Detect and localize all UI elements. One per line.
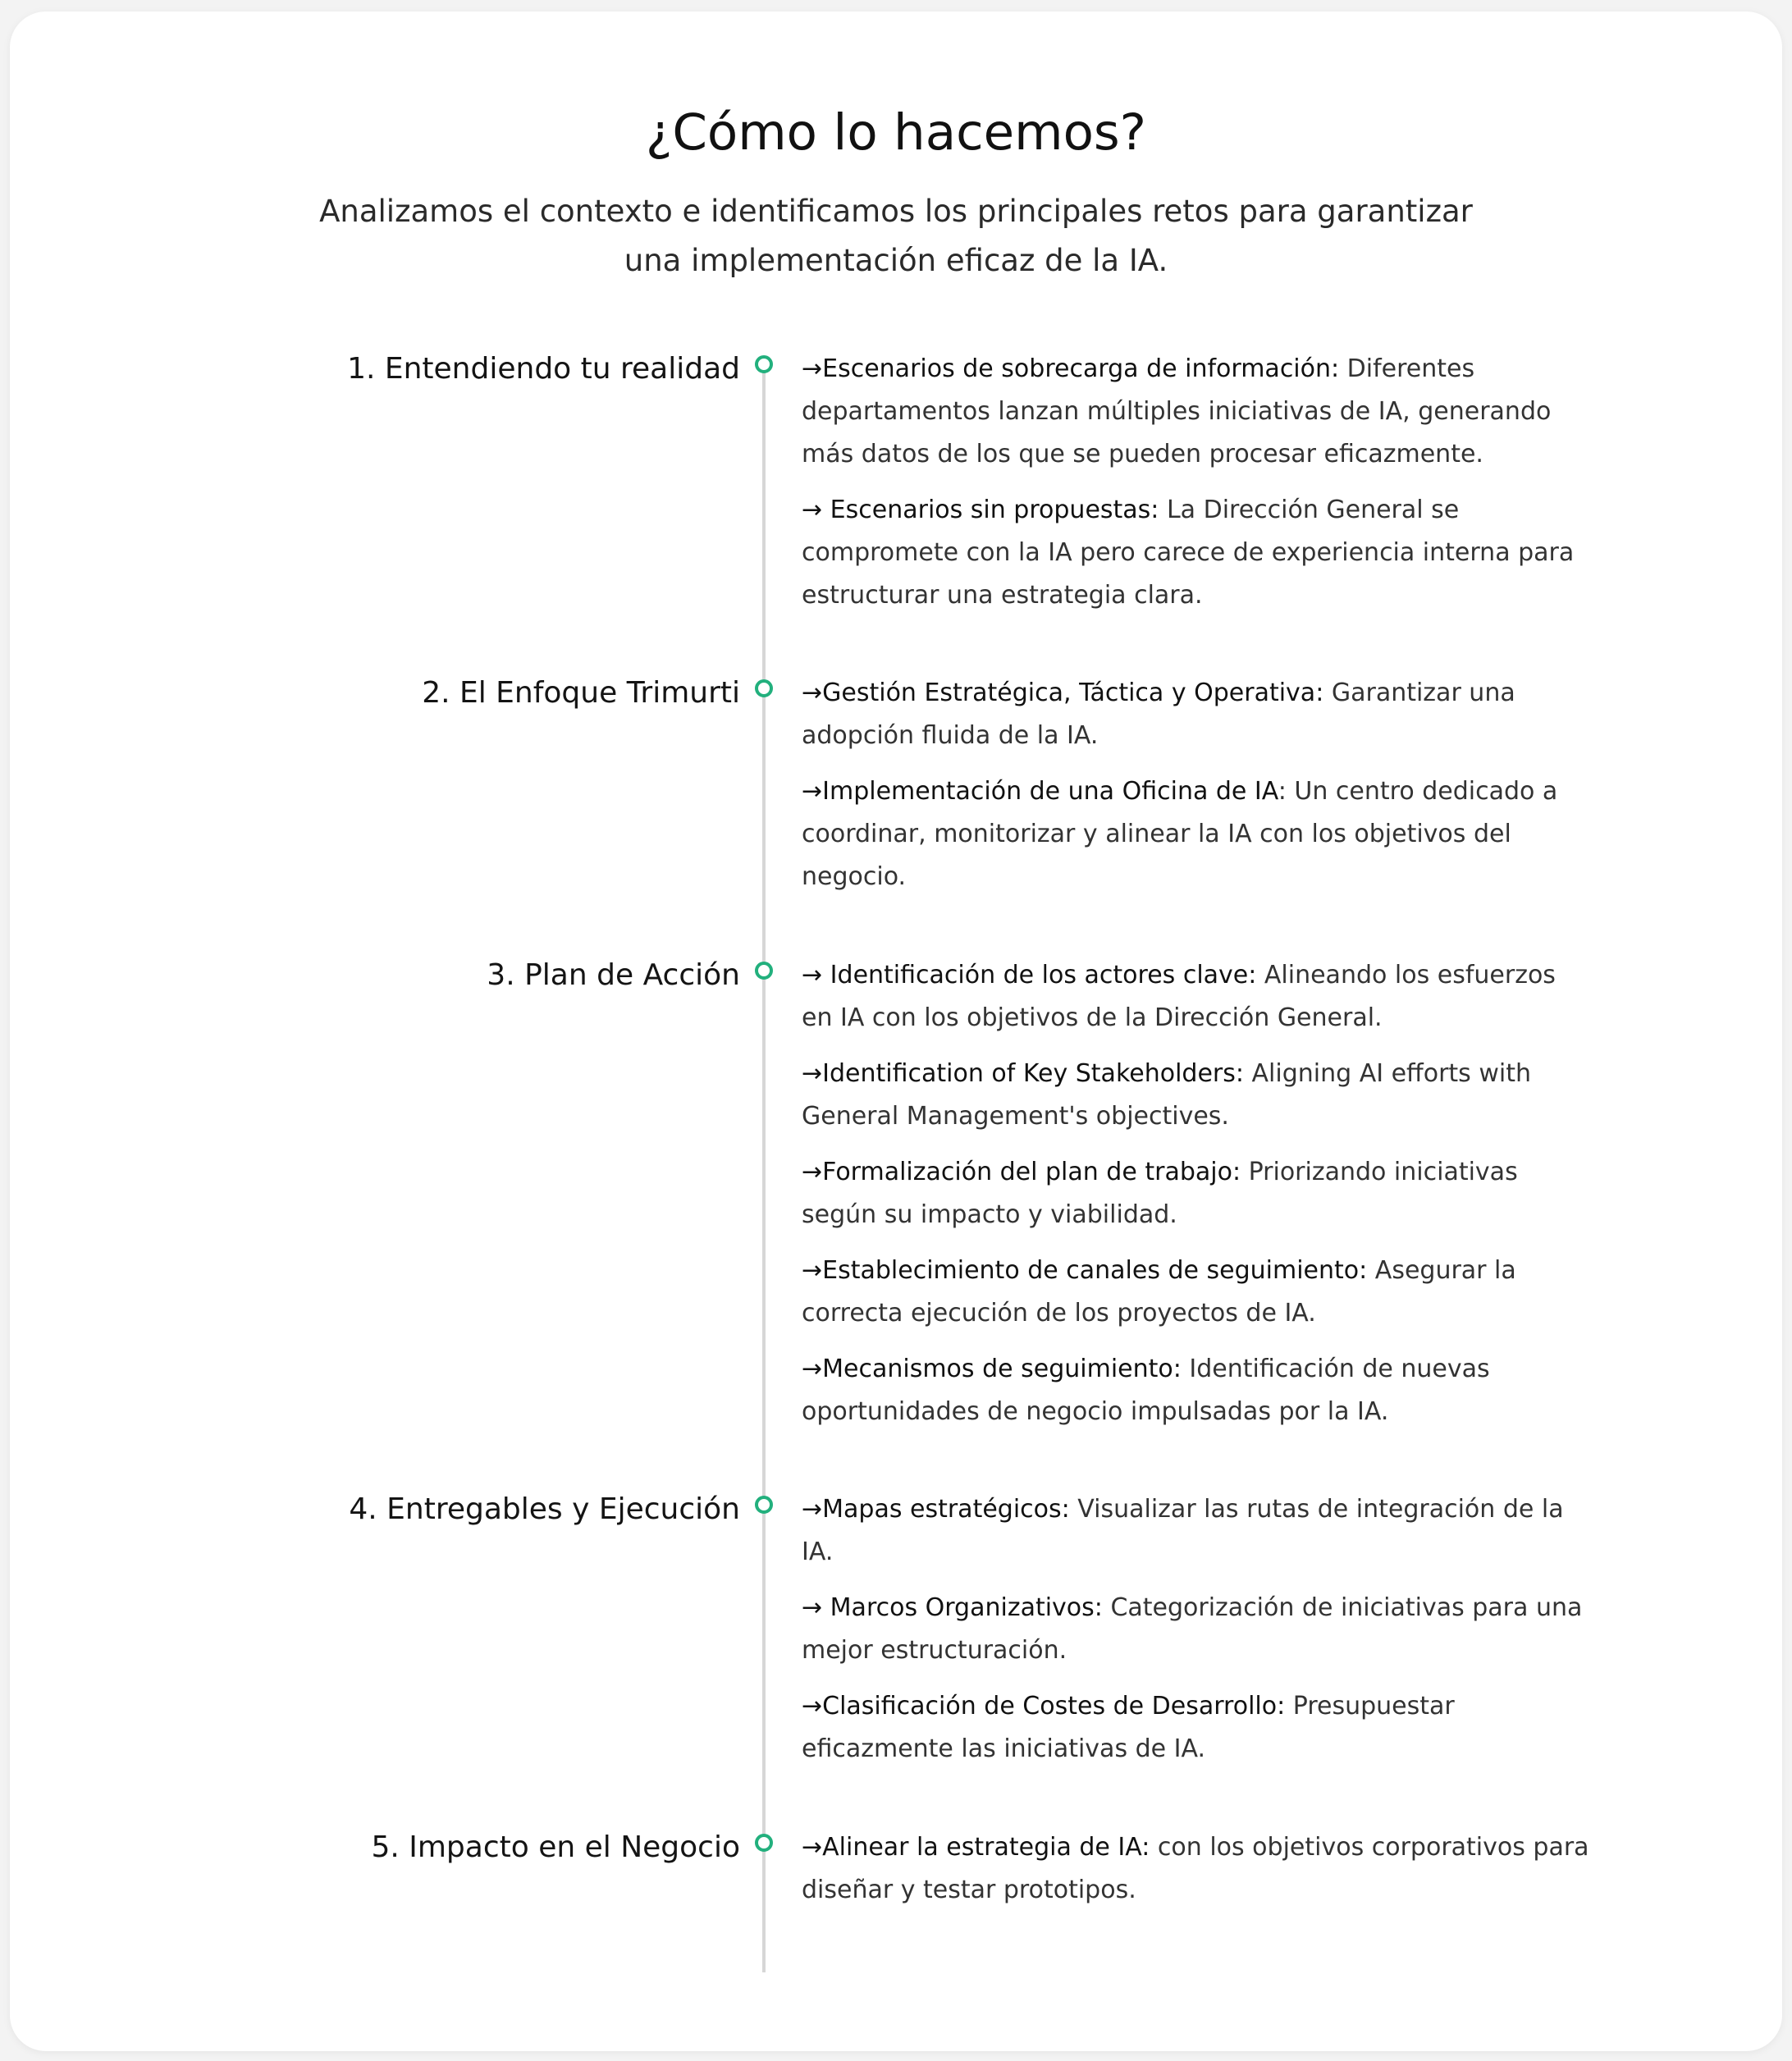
list-item bbox=[802, 672, 1593, 757]
item-lead: →Alinear la estrategia de IA: bbox=[802, 1833, 1150, 1862]
item-text: Presupuestar eficazmente las iniciativas de IA. bbox=[802, 1692, 1455, 1763]
item-text: Aligning AI efforts with General Management's objectives. bbox=[802, 1059, 1531, 1131]
item-lead: →Establecimiento de canales de seguimiento: bbox=[802, 1256, 1368, 1285]
step-title: 1. Entendiendo tu realidad bbox=[347, 352, 740, 386]
list-item bbox=[802, 1488, 1593, 1574]
item-lead: → Escenarios sin propuestas: bbox=[802, 496, 1159, 524]
item-lead: →Gestión Estratégica, Táctica y Operativa: bbox=[802, 679, 1324, 707]
item-lead: →Escenarios de sobrecarga de información: bbox=[802, 354, 1340, 383]
step-items bbox=[802, 1826, 1593, 1925]
item-text: : Un centro dedicado a coordinar, monitorizar y alinear la IA con los objetivos del negocio. bbox=[802, 777, 1558, 891]
item-text: Alineando los esfuerzos en IA con los objetivos de la Dirección General. bbox=[802, 961, 1556, 1032]
item-text: con los objetivos corporativos para diseñar y testar prototipos. bbox=[802, 1833, 1589, 1904]
item-text: Garantizar una adopción fluida de la IA. bbox=[802, 679, 1515, 750]
list-item bbox=[802, 770, 1593, 898]
item-text: Asegurar la correcta ejecución de los proyectos de IA. bbox=[802, 1256, 1516, 1328]
timeline-dot-icon bbox=[755, 962, 773, 980]
item-lead: →Mecanismos de seguimiento: bbox=[802, 1355, 1182, 1383]
timeline-dot-icon bbox=[755, 1496, 773, 1514]
item-text: Visualizar las rutas de integración de la IA. bbox=[802, 1495, 1564, 1566]
step-title: 2. El Enfoque Trimurti bbox=[422, 676, 740, 710]
item-lead: → Marcos Organizativos: bbox=[802, 1593, 1103, 1622]
item-lead: → Identificación de los actores clave: bbox=[802, 961, 1257, 989]
list-item bbox=[802, 1685, 1593, 1771]
item-text: Priorizando iniciativas según su impacto y viabilidad. bbox=[802, 1158, 1518, 1229]
list-item bbox=[802, 348, 1593, 476]
item-lead: →Implementación de una Oficina de IA bbox=[802, 777, 1278, 806]
list-item bbox=[802, 1587, 1593, 1672]
timeline-line bbox=[762, 356, 766, 1972]
step-title: 3. Plan de Acción bbox=[487, 958, 740, 992]
item-lead: →Clasificación de Costes de Desarrollo: bbox=[802, 1692, 1286, 1721]
list-item bbox=[802, 1826, 1593, 1912]
content-card bbox=[10, 11, 1782, 2051]
item-lead: →Identification of Key Stakeholders: bbox=[802, 1059, 1244, 1088]
step-items bbox=[802, 1488, 1593, 1784]
timeline-dot-icon bbox=[755, 679, 773, 697]
list-item bbox=[802, 1250, 1593, 1335]
step-title: 5. Impacto en el Negocio bbox=[371, 1830, 740, 1864]
step-title: 4. Entregables y Ejecución bbox=[349, 1492, 740, 1526]
item-text: Categorización de iniciativas para una mejor estructuración. bbox=[802, 1593, 1583, 1665]
step-items bbox=[802, 954, 1593, 1446]
list-item bbox=[802, 1151, 1593, 1236]
item-text: Identificación de nuevas oportunidades de negocio impulsadas por la IA. bbox=[802, 1355, 1490, 1426]
timeline-dot-icon bbox=[755, 355, 773, 373]
item-lead: →Mapas estratégicos: bbox=[802, 1495, 1070, 1524]
list-item bbox=[802, 1348, 1593, 1433]
step-items bbox=[802, 672, 1593, 912]
page-subtitle: Analizamos el contexto e identificamos los principales retos para garantizar una implementación eficaz de la IA. bbox=[319, 194, 1473, 278]
list-item bbox=[802, 954, 1593, 1040]
list-item bbox=[802, 489, 1593, 617]
item-lead: →Formalización del plan de trabajo: bbox=[802, 1158, 1241, 1186]
item-text: La Dirección General se compromete con la IA pero carece de experiencia interna para estructurar una estrategia clara. bbox=[802, 496, 1575, 610]
timeline-dot-icon bbox=[755, 1834, 773, 1852]
item-text: Diferentes departamentos lanzan múltiples iniciativas de IA, generando más datos de los que se pueden procesar eficazmente. bbox=[802, 354, 1552, 468]
step-items bbox=[802, 348, 1593, 630]
page-title: ¿Cómo lo hacemos? bbox=[645, 103, 1147, 162]
list-item bbox=[802, 1053, 1593, 1138]
